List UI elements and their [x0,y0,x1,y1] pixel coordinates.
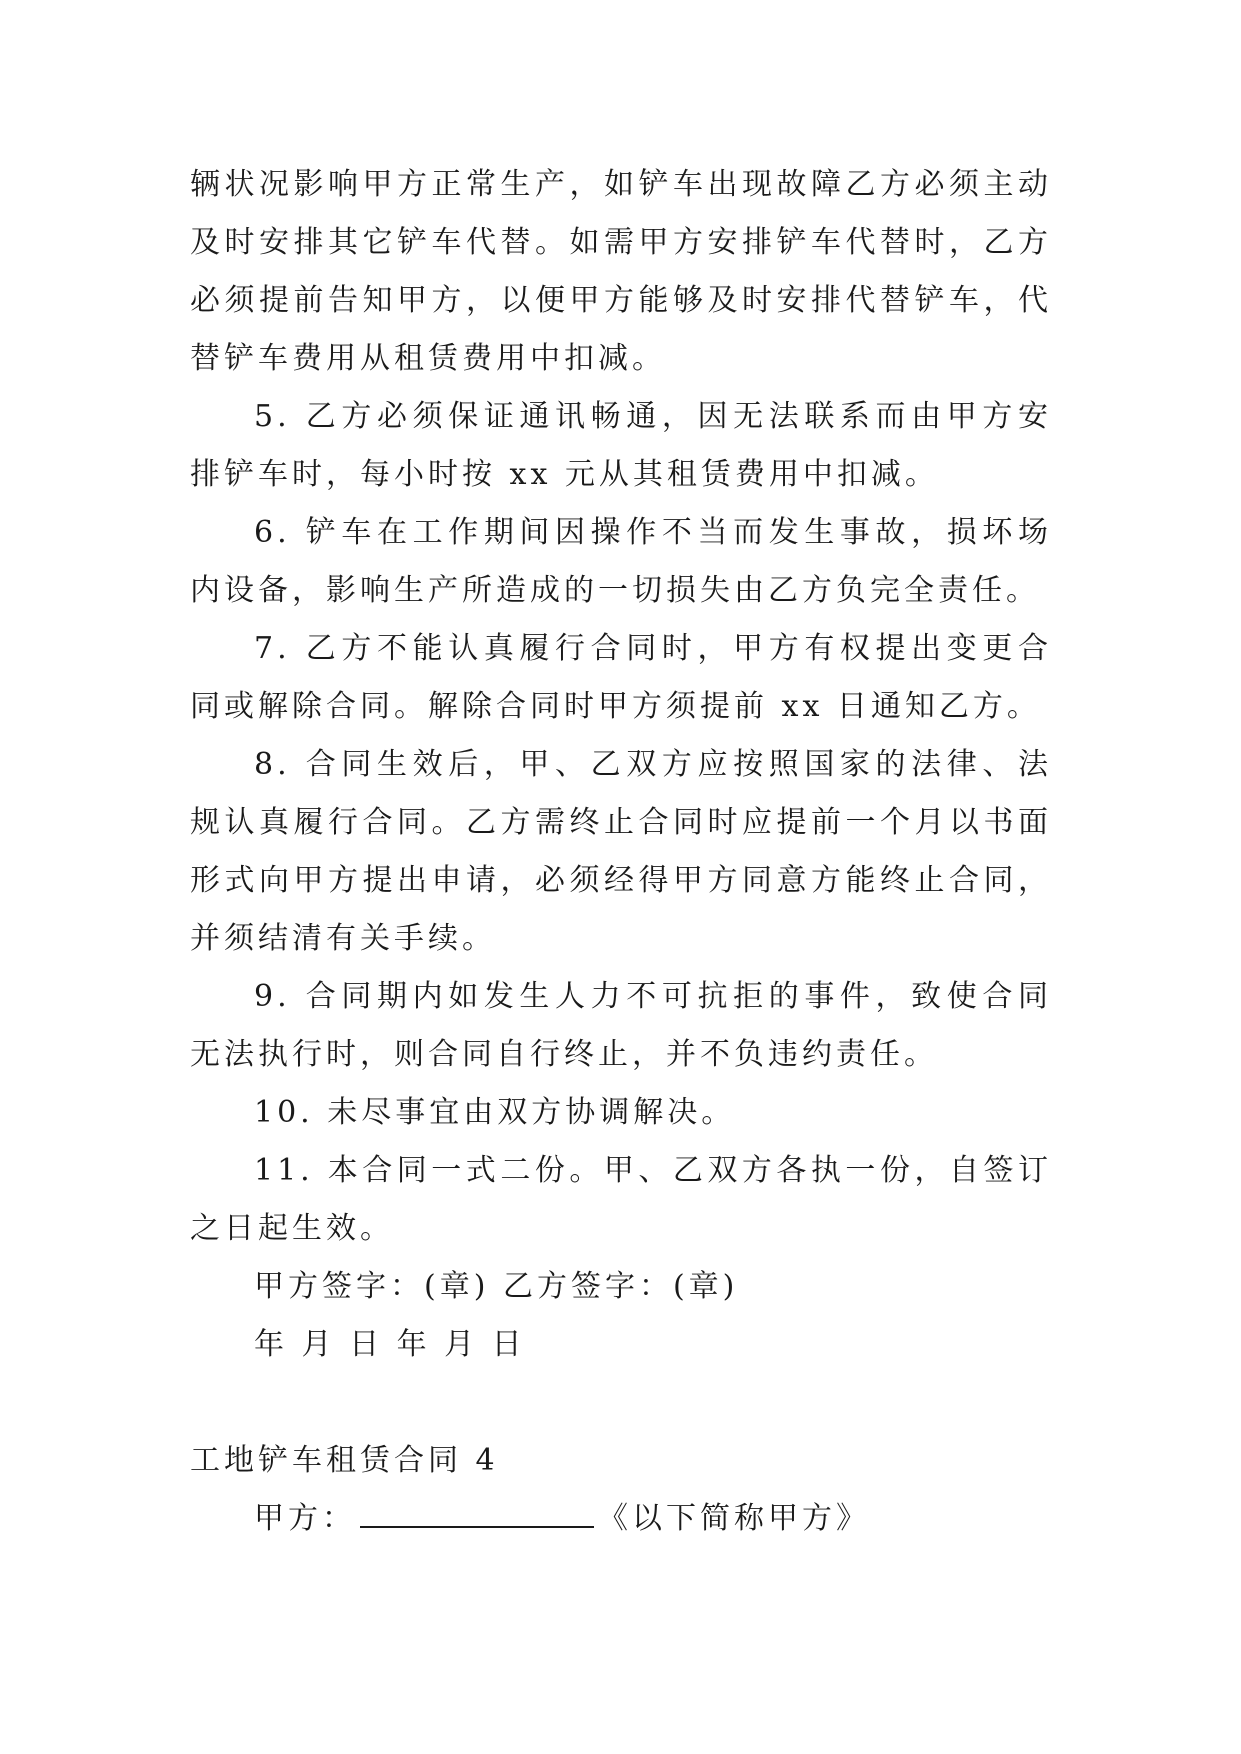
clause-10: 10. 未尽事宜由双方协调解决。 [254,1095,736,1130]
clause-6: 6. 铲车在工作期间因操作不当而发生事故，损坏场内设备，影响生产所造成的一切损失由乙方负完全责任。 [190,515,1052,608]
date-line: 年 月 日 年 月 日 [254,1327,526,1362]
clause-8: 8. 合同生效后，甲、乙双方应按照国家的法律、法规认真履行合同。乙方需终止合同时应提前一个月以书面形式向甲方提出申请，必须经得甲方同意方能终止合同，并须结清有关手续。 [190,747,1052,956]
clause-11: 11. 本合同一式二份。甲、乙双方各执一份，自签订之日起生效。 [190,1153,1052,1246]
clause-5: 5. 乙方必须保证通讯畅通，因无法联系而由甲方安排铲车时，每小时按 xx 元从其租赁费用中扣减。 [190,399,1052,492]
section-title: 工地铲车租赁合同 4 [190,1443,499,1478]
paragraph-continuation: 辆状况影响甲方正常生产，如铲车出现故障乙方必须主动及时安排其它铲车代替。如需甲方安排铲车代替时，乙方必须提前告知甲方，以便甲方能够及时安排代替铲车，代替铲车费用从租赁费用中扣减。 [190,167,1052,376]
clause-7: 7. 乙方不能认真履行合同时，甲方有权提出变更合同或解除合同。解除合同时甲方须提前 xx 日通知乙方。 [190,631,1052,724]
contract-body [190,156,1052,1548]
signature-line: 甲方签字：(章) 乙方签字：(章) [254,1269,739,1304]
clause-9: 9. 合同期内如发生人力不可抗拒的事件，致使合同无法执行时，则合同自行终止，并不负违约责任。 [190,979,1052,1072]
party-a-line [190,1490,1052,1548]
party-a-blank [360,1500,594,1528]
party-a-suffix: 《以下简称甲方》 [598,1501,870,1536]
party-a-label: 甲方： [254,1501,356,1536]
